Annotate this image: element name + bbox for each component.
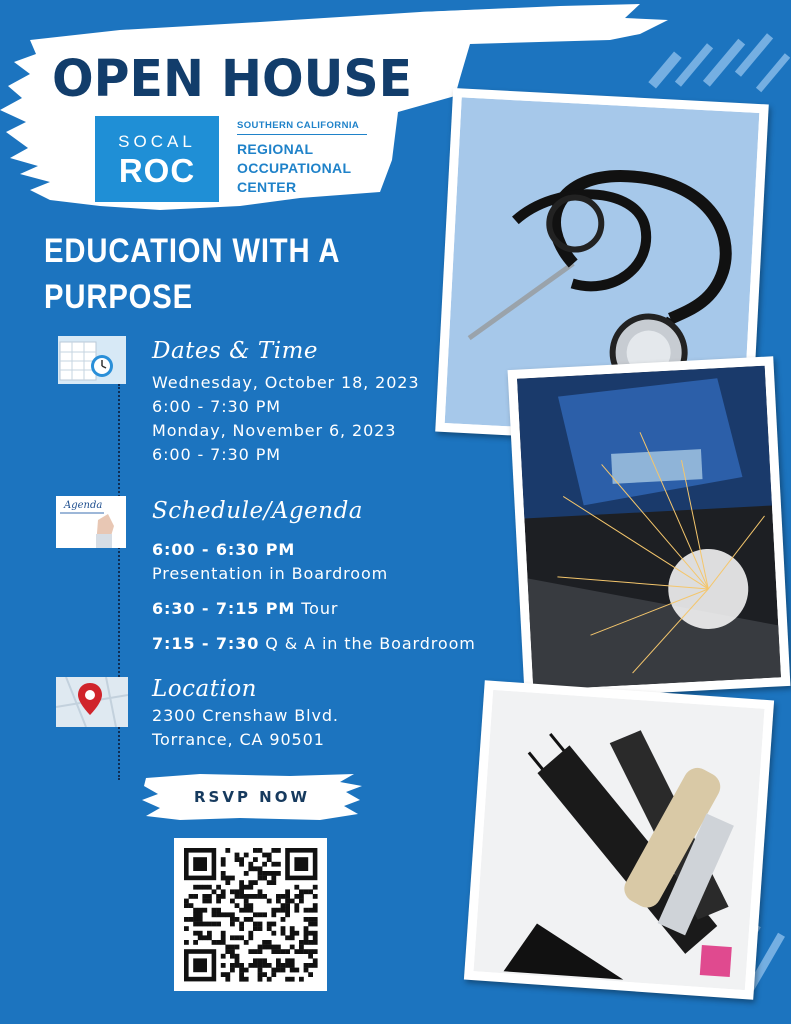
- welding-photo: [508, 356, 791, 699]
- logo-text: [237, 120, 367, 197]
- agenda-title: Schedule/Agenda: [152, 498, 364, 524]
- dates-line-3: Monday, November 6, 2023: [152, 421, 397, 440]
- agenda-thumb-label: Agenda: [64, 500, 103, 511]
- agenda-icon: [56, 496, 126, 548]
- map-pin-icon: [56, 677, 128, 727]
- dates-line-4: 6:00 - 7:30 PM: [152, 445, 281, 464]
- agenda-desc-2: Presentation in Boardroom: [152, 564, 389, 583]
- agenda-time-3: 6:30 - 7:15 PM: [152, 599, 296, 618]
- location-line-1: 2300 Crenshaw Blvd.: [152, 706, 339, 725]
- qr-code-pattern: [174, 838, 327, 991]
- location-title: Location: [152, 676, 257, 702]
- headline: [44, 228, 354, 320]
- agenda-item-3: [152, 599, 338, 618]
- headline-line2: PURPOSE: [44, 278, 194, 316]
- agenda-time-1: 6:00 - 6:30 PM: [152, 540, 296, 559]
- agenda-item-2: [152, 564, 388, 583]
- calendar-clock-icon: [58, 336, 126, 384]
- logo-line1: SOCAL: [118, 132, 196, 151]
- welding-image: [517, 366, 781, 691]
- logo-line2: ROC: [118, 152, 196, 189]
- dates-line-2: 6:00 - 7:30 PM: [152, 397, 281, 416]
- rsvp-button[interactable]: [140, 772, 364, 822]
- rsvp-label: RSVP NOW: [193, 788, 311, 806]
- page-title: OPEN HOUSE: [52, 50, 413, 109]
- logo-name-line2: OCCUPATIONAL: [237, 160, 352, 176]
- location-line-2: Torrance, CA 90501: [152, 730, 325, 749]
- dates-title: Dates & Time: [152, 338, 319, 364]
- agenda-item-4: [152, 634, 476, 653]
- hair-tools-image: [473, 690, 764, 990]
- qr-code[interactable]: [174, 838, 327, 991]
- agenda-item-1: [152, 540, 295, 559]
- headline-line1: EDUCATION WITH A: [44, 232, 341, 270]
- logo-name-line3: CENTER: [237, 179, 297, 195]
- socal-roc-logo: [95, 116, 219, 202]
- agenda-desc-3: Tour: [295, 599, 339, 618]
- dates-line-1: Wednesday, October 18, 2023: [152, 373, 420, 392]
- hair-tools-photo: [464, 680, 774, 999]
- agenda-desc-4: Q & A in the Boardroom: [259, 634, 476, 653]
- logo-name-line1: REGIONAL: [237, 141, 314, 157]
- agenda-time-4: 7:15 - 7:30: [152, 634, 260, 653]
- logo-subtitle: SOUTHERN CALIFORNIA: [237, 120, 367, 135]
